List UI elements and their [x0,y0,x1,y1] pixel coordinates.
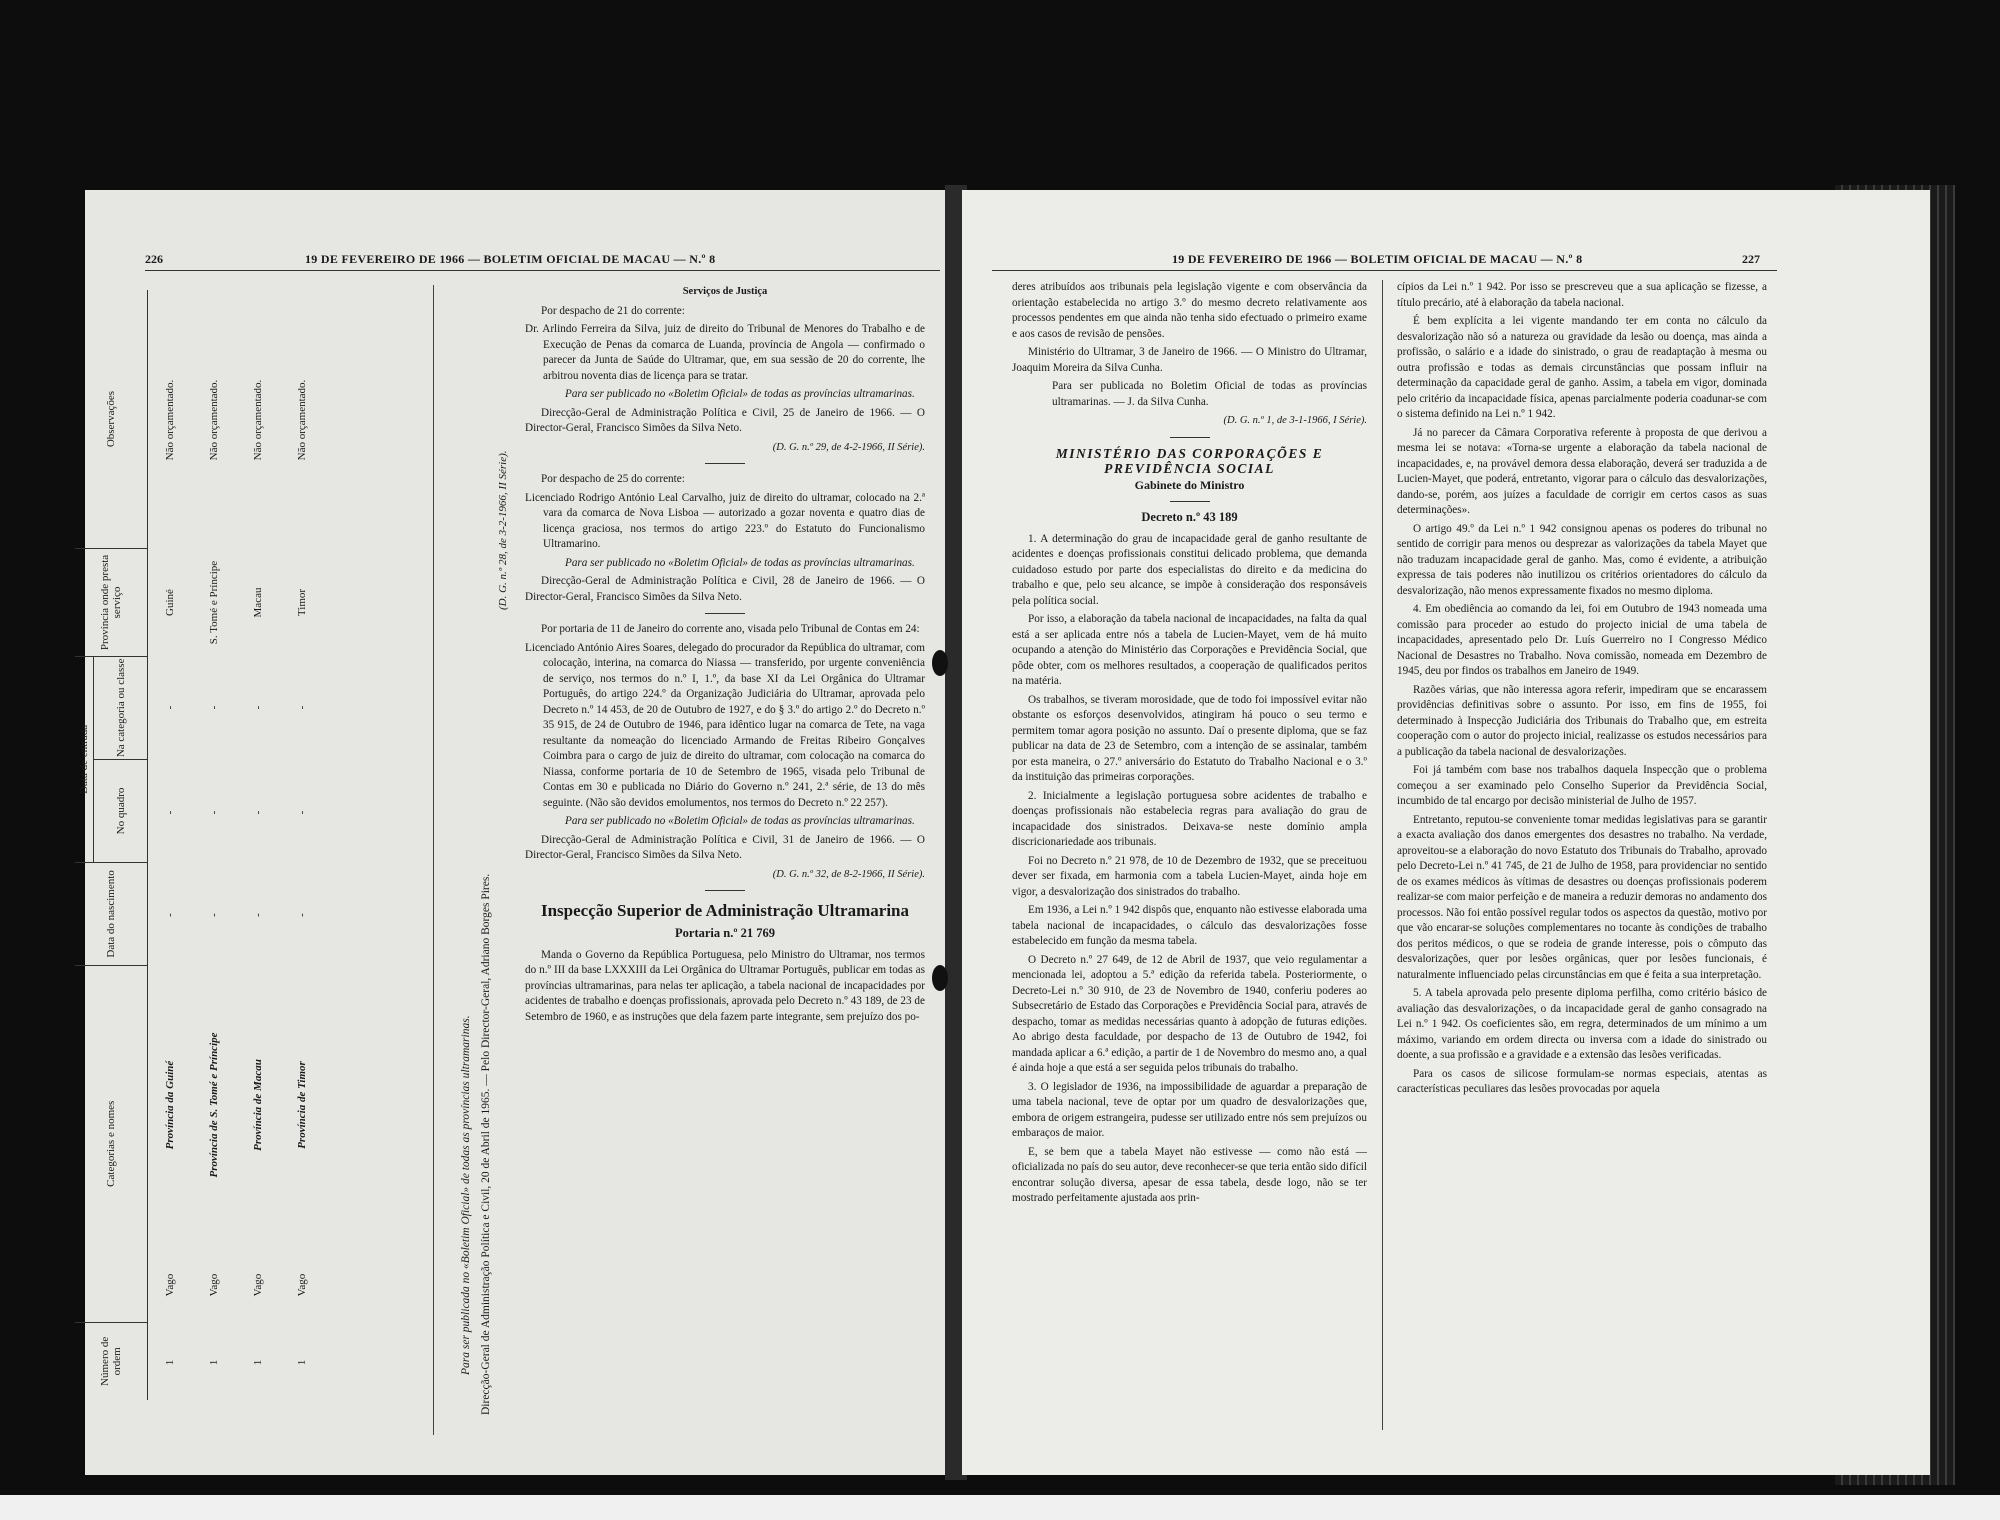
left-text-column [525,282,925,1028]
dg-reference: (D. G. n.º 29, de 4-2-1966, II Série). [772,441,925,453]
th-numero: Número de ordem [75,1322,147,1400]
paragraph: deres atribuídos aos tribunais pela legislação vigente e com observância da orientação estabelecida no artigo 3.º do mesmo decreto relativamente aos processos pendentes em que ainda não tenha sido efectuado o primeiro exame e aos casos de revisão de pensões. [1012,281,1367,340]
paragraph: Direcção-Geral de Administração Política e Civil, 31 de Janeiro de 1966. — O Director-Geral, Francisco Simões da Silva Neto. [525,833,925,861]
publish-note: Para ser publicado no «Boletim Oficial» de todas as províncias ultramarinas. [565,388,915,400]
scanner-bottom-strip [0,1495,2000,1520]
paragraph: Por despacho de 25 do corrente: [541,473,685,485]
paragraph: Razões várias, que não interessa agora referir, impediram que se encarassem providências definitivas sobre o assunto. Por isso, em fins de 1955, foi determinado à Inspecção Judiciária dos Tribunais do Trabalho que, em estreita cooperação com o autor do projecto inicial, realizasse os estudos necessários para a publicação da tabela nacional de desvalorizações. [1397,683,1767,758]
left-header-rule [145,270,940,271]
paragraph: Foi já também com base nos trabalhos daquela Inspecção que o problema começou a ser examinado pelo Conselho Superior da Previdência Social, incumbido de tal encargo por decisão ministerial de Julho de 1957. [1397,764,1767,807]
cell-num: 1 [208,1359,220,1366]
paragraph: 3. O legislador de 1936, na impossibilidade de aguardar a preparação de uma tabela nacional, teve de optar por um quadro de desvalorizações que, embora de origem estrangeira, pudesse ser utilizado entre nós sem prejuízos ou embaraços de maior. [1012,1080,1367,1139]
th-categorias: Categorias e nomes [75,965,147,1322]
paragraph: Por isso, a elaboração da tabela nacional de incapacidades, na falta da qual está a ser aplicada entre nós a tabela de Lucien-Mayet, vem de há muito ocupando a atenção do Ministério das Corporações e Previdência Social, que pôde obter, com os melhores resultados, a cooperação de qualificados peritos na matéria. [1012,613,1367,687]
cell-name: Vago [164,1273,176,1297]
section-inspeccao: Inspecção Superior de Administração Ultramarina [540,901,909,920]
paragraph: Direcção-Geral de Administração Política e Civil, 25 de Janeiro de 1966. — O Director-Geral, Francisco Simões da Silva Neto. [525,406,925,434]
th-observacoes: Observações [105,390,117,448]
rotated-signature: Direcção-Geral de Administração Política e Civil, 20 de Abril de 1965. — Pelo Director-Geral, Adriano Borges Pires. [480,873,492,1415]
paragraph: cípios da Lei n.º 1 942. Por isso se prescreveu que a sua aplicação se fizesse, a título precário, até à elaboração da tabela nacional. [1397,281,1767,309]
cell-prov-label: Província de Macau [252,1059,264,1151]
cell-prov-label: Província de Timor [296,1061,308,1149]
paragraph: Dr. Arlindo Ferreira da Silva, juiz de direito do Tribunal de Menores do Trabalho e de Execução de Penas da comarca de Luanda, província de Angola — confirmado o parecer da Junta de Saúde do Ultramar, que, em sua sessão de 20 do corrente, lhe arbitrou noventa dias de licença para se tratar. [525,323,925,382]
paragraph: Entretanto, reputou-se conveniente tomar medidas legislativas para se garantir a exacta avaliação dos danos emergentes dos desastres no trabalho. Na verdade, aproveitou-se a elaboração do novo Estatuto dos Tribunais do Trabalho, aprovado pelo Decreto-Lei n.º 41 745, de 21 de Julho de 1958, para providenciar no sentido de os exames médicos às vítimas de desastres ou doenças profissionais poderem realizar-se com maior perfeição e de maneira a reduzir demoras no andamento dos processos. Não foi então possível regular todos os aspectos da questão, motivo por que vão encarar-se soluções complementares no tocante às condições de trabalho dos peritos médicos, o que se rodeia de grande interesse, pois o cômputo das desvalorizações, quer por lesões orgânicas, quer por lesões funcionais, é naturalmente influenciado pelas circunstâncias em que é feita a sua interpretação. [1397,813,1767,981]
paragraph: Em 1936, a Lei n.º 1 942 dispôs que, enquanto não estivesse elaborada uma tabela nacional de incapacidades, o cálculo das desvalorizações fosse estabelecido em função da mesma tabela. [1012,904,1367,947]
cell-num: 1 [164,1359,176,1366]
paragraph: 1. A determinação do grau de incapacidade geral de ganho resultante de acidentes e doenças profissionais constitui delicado problema, que demanda cuidadoso estudo por parte dos especialistas do direito e da medicina do trabalho e que, pelo seu alcance, se impõe à consideração dos responsáveis pela política social. [1012,532,1367,607]
cell-obs: Não orçamentado. [252,379,264,461]
publish-note: Para ser publicado no «Boletim Oficial» de todas as províncias ultramarinas. [565,815,915,827]
paragraph: 5. A tabela aprovada pelo presente diploma perfilha, como critério básico de avaliação das desvalorizações, o da incapacidade geral de ganho consagrado na Lei n.º 1 942. Os coeficientes são, em regra, determinados de um mínimo a um máximo, variando em ordem directa ou inversa com a idade do sinistrado ou doente, a sua profissão e a gravidade e a extensão das lesões verificadas. [1397,987,1767,1061]
cell-num: 1 [296,1359,308,1366]
cell-prov: S. Tomé e Príncipe [208,560,220,645]
cell-prov-label: Província de S. Tomé e Príncipe [208,1032,220,1178]
right-header-rule [992,270,1777,271]
dg-reference: (D. G. n.º 32, de 8-2-1966, II Série). [772,868,925,880]
publish-note: Para ser publicado no «Boletim Oficial» de todas as províncias ultramarinas. [565,556,915,569]
paragraph: Por portaria de 11 de Janeiro do corrente ano, visada pelo Tribunal de Contas em 24: [541,623,920,635]
cell-name: Vago [296,1273,308,1297]
paragraph: Por despacho de 21 do corrente: [541,304,685,317]
th-categoria: Na categoria ou classe [114,658,127,758]
right-page-number: 227 [1742,252,1760,266]
paragraph: Os trabalhos, se tiveram morosidade, que de todo foi impossível evitar não obstante os esforços desenvolvidos, atingiram há pouco o seu termo e permitem tomar agora posição no assunto. Daí o presente diploma, que se faz publicar na data de 23 de Setembro, com a intenção de se assinalar, também por esta maneira, o 27.º aniversário do Estatuto do Trabalho Nacional e o 3.º da instituição das primeiras corporações. [1012,693,1367,783]
right-page-header: 19 DE FEVEREIRO DE 1966 — BOLETIM OFICIAL DE MACAU — N.º 8 [1172,252,1583,266]
table-divider [433,285,434,1435]
rotated-publish-note: Para ser publicada no «Boletim Oficial» de todas as províncias ultramarinas. [460,1015,472,1375]
paragraph: O Decreto n.º 27 649, de 12 de Abril de 1937, que veio regulamentar a mencionada lei, adoptou a 5.ª edição da referida tabela. Posteriormente, o Decreto-Lei n.º 30 910, de 23 de Novembro de 1940, conferiu poderes ao Subsecretário de Estado das Corporações e Previdência Social para, através de despacho, tomar as medidas necessárias quanto à adopção de futuras edições. Ao abrigo desta faculdade, por despacho de 13 de Outubro de 1942, foi mandada aplicar a 6.ª edição, a partir de 1 de Novembro do mesmo ano, a qual é ainda hoje a que está a ser seguida pelos tribunais do trabalho. [1012,953,1367,1074]
table-row: 1 Vago Província da Guiné - - - Guiné Não orçamentado. [148,290,192,1400]
table-row: 1 Vago Província de Macau - - - Macau Não orçamentado. [236,290,280,1400]
separator [705,613,745,614]
paragraph: E, se bem que a tabela Mayet não estivesse — como não está — oficializada no país do seu autor, deve reconhecer-se que teria então sido difícil encontrar solução diversa, apesar de essa tabela, desde logo, não se ter mostrado perfeitamente ajustada aos prin- [1012,1145,1368,1204]
decreto-title: Decreto n.º 43 189 [1141,510,1238,524]
table-body [148,290,324,1400]
right-column-1 [1012,280,1367,1210]
th-provincia: Província onde presta serviço [75,548,147,656]
paragraph: 2. Inicialmente a legislação portuguesa sobre acidentes de trabalho e doenças profissionais não estabelecia regras para avaliação do grau de incapacidade dos sinistrados. Deixava-se neste domínio ampla discricionariedade aos tribunais. [1012,789,1367,848]
binding-hole [932,650,948,676]
personnel-table [75,290,325,1400]
left-page-number: 226 [145,252,163,266]
paragraph: Ministério do Ultramar, 3 de Janeiro de 1966. — O Ministro do Ultramar, Joaquim Moreira da Silva Cunha. [1012,346,1367,374]
th-data-entrada [75,656,147,862]
paragraph: Manda o Governo da República Portuguesa, pelo Ministro do Ultramar, nos termos do n.º III da base LXXXIII da Lei Orgânica do Ultramar Português, publicar em todas as províncias ultramarinas, para nelas ter aplicação, a tabela nacional de incapacidades por acidentes de trabalho e doenças profissionais, aprovada pelo Decreto n.º 43 189, de 23 de Setembro de 1960, e as instruções que dela fazem parte integrante, sem prejuízo dos po- [525,948,925,1023]
cell-obs: Não orçamentado. [296,379,308,461]
table-header [75,290,148,1400]
separator [705,463,745,464]
right-column-2 [1397,280,1767,1101]
rotated-dg-ref: (D. G. n.º 28, de 3-2-1966, II Série). [497,450,509,610]
cell-prov: Macau [252,587,264,618]
paragraph: Já no parecer da Câmara Corporativa referente à proposta de que derivou a mesma lei se notava: «Torna-se urgente a elaboração da tabela nacional de incapacidades, e, na provável demora dessa elaboração, deverá ser traduzida a de Lucien-Mayet, que poderá, entretanto, vigorar para o cálculo das desvalorizações, dando-se, porém, aos juízes a faculdade de corrigir em certos casos as suas determinações». [1397,426,1767,516]
right-page [962,190,1930,1475]
paragraph: Licenciado António Aires Soares, delegado do procurador da República do ultramar, com colocação, interina, na comarca do Niassa — transferido, por urgente conveniência de serviço, nos termos do n.º I, 1.º, da base XI da Lei Orgânica do Ultramar Português, do artigo 224.º da Organização Judiciária do Ultramar, aprovada pelo Decreto n.º 14 453, de 20 de Outubro de 1927, e do § 3.º do artigo 2.º do Decreto n.º 35 915, de 24 de Outubro de 1946, para idêntico lugar na comarca de Tete, na vaga resultante da nomeação do licenciado Armando de Freitas Ribeiro Gonçalves Coimbra para o cargo de juiz de direito do ultramar, com colocação na comarca do Niassa, conforme portaria de 10 de Setembro de 1965, visada pelo Tribunal de Contas em 30 e publicada no Diário do Governo n.º 241, 2.ª série, de 13 do mês seguinte. (Não são devidos emolumentos, nos termos do Decreto n.º 22 257). [525,641,926,809]
separator [1170,501,1210,502]
paragraph: O artigo 49.º da Lei n.º 1 942 consignou apenas os poderes do tribunal no sentido de corrigir para menos ou desprezar as valorizações da tabela Mayet que não traduzam incapacidade geral de ganho. Mas, como é evidente, a atribuição expressa de tais poderes não inutilizou os critérios orientadores do cálculo da desvalorização, não menos expressamente fixados no mesmo diploma. [1397,522,1767,597]
paragraph: Para os casos de silicose formulam-se normas especiais, atentas as características peculiares das lesões provocadas por aquela [1397,1067,1767,1095]
left-page-header: 19 DE FEVEREIRO DE 1966 — BOLETIM OFICIAL DE MACAU — N.º 8 [305,252,716,266]
table-row: 1 Vago Província de Timor - - - Timor Não orçamentado. [280,290,324,1400]
th-group: Data de entrada [75,657,94,862]
left-page [78,190,950,1475]
paragraph: 4. Em obediência ao comando da lei, foi em Outubro de 1943 nomeada uma comissão para proceder ao estudo do projecto inicial de uma tabela de incapacidades, apresentado pelo Dr. Luís Guerreiro no I Congresso Médico Nacional de Desastres no Trabalho. Nova comissão, nomeada em Dezembro de 1945, deu por findos os trabalhos em Janeiro de 1949. [1397,603,1767,677]
gabinete-title: Gabinete do Ministro [1134,477,1245,492]
paragraph: Direcção-Geral de Administração Política e Civil, 28 de Janeiro de 1966. — O Director-Geral, Francisco Simões da Silva Neto. [525,575,925,603]
th-nascimento: Data do nascimento [75,862,147,965]
cell-prov-label: Província da Guiné [164,1060,176,1150]
cell-prov: Timor [296,588,308,617]
ministry-title: MINISTÉRIO DAS CORPORAÇÕES E PREVIDÊNCIA SOCIAL [1055,445,1324,476]
cell-prov: Guiné [164,589,176,616]
th-quadro: No quadro [94,759,147,862]
paragraph: É bem explícita a lei vigente mandando ter em conta no cálculo da desvalorização não só a natureza ou gravidade da lesão ou doença, mas ainda a profissão, o salário e a idade do sinistrado, o grau de readaptação à mesma ou outra profissão e todas as demais circunstâncias que possam influir na determinação da capacidade geral de ganho. Assim, a tabela em vigor, dominada pelo critério da incapacidade física, apenas parcialmente poderia coadunar-se com o sistema definido na Lei n.º 1 942. [1397,315,1767,420]
separator [1170,437,1210,438]
separator [705,890,745,891]
paragraph: Foi no Decreto n.º 21 978, de 10 de Dezembro de 1932, que se preceituou dever ser fixada, em harmonia com a tabela Lucien-Mayet, ainda hoje em vigor, a desvalorização dos sinistrados do trabalho. [1012,854,1367,898]
paragraph: Licenciado Rodrigo António Leal Carvalho, juiz de direito do ultramar, colocado na 2.ª vara da comarca de Nova Lisboa — autorizado a gozar noventa e quatro dias de licença graciosa, nos termos do artigo 223.º do Estatuto do Funcionalismo Ultramarino. [525,491,925,550]
dg-reference: (D. G. n.º 1, de 3-1-1966, I Série). [1223,415,1367,426]
cell-obs: Não orçamentado. [208,379,220,461]
portaria-title: Portaria n.º 21 769 [675,926,775,940]
cell-obs: Não orçamentado. [164,379,176,461]
cell-name: Vago [252,1273,264,1297]
cell-num: 1 [252,1359,264,1366]
column-divider [1382,280,1383,1430]
section-servicos-justica: Serviços de Justiça [682,286,768,297]
publish-note: Para ser publicada no Boletim Oficial de todas as províncias ultramarinas. — J. da Silva Cunha. [1052,380,1367,408]
cell-name: Vago [208,1273,220,1297]
table-row: 1 Vago Província de S. Tomé e Príncipe - - - S. Tomé e Príncipe Não orçamentado. [192,290,236,1400]
binding-hole [932,965,948,991]
